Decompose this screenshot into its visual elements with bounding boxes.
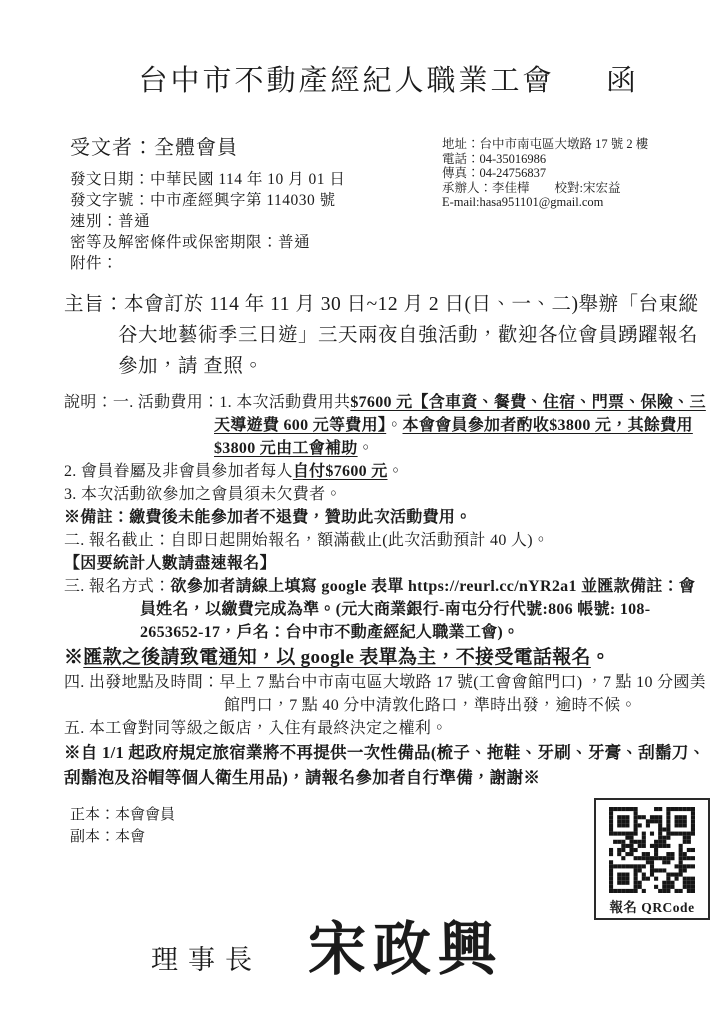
handler-line: 承辦人：李佳樺 校對:宋宏益 <box>442 180 621 195</box>
amenity-note: ※自 1/1 起政府規定旅宿業將不再提供一次性備品(梳子、拖鞋、牙刷、牙膏、刮鬍刀、刮鬍泡及浴帽等個人衛生用品)，請報名參加者自行準備，謝謝※ <box>64 743 706 787</box>
hurry-note: 【因要統計人數請盡速報名】 <box>64 555 276 572</box>
explanation-item1-2: 2. 會員眷屬及非會員參加者每人自付$7600 元。 <box>64 463 404 480</box>
qr-label: 報名 QRCode <box>609 900 695 915</box>
confidentiality-line: 密等及解密條件或保密期限：普通 <box>70 234 311 251</box>
attachment-line: 附件： <box>70 255 119 272</box>
item1-label: 一. 活動費用： <box>112 394 220 411</box>
item3-label: 三. 報名方式： <box>64 578 171 595</box>
explanation-section <box>64 391 710 790</box>
explanation-label: 說明： <box>64 394 113 411</box>
speed-class-line: 速別：普通 <box>70 213 151 230</box>
explanation-item3 <box>64 575 710 644</box>
meta-block <box>70 169 345 274</box>
explanation-item5: 五. 本工會對同等級之飯店，入住有最終決定之權利。 <box>64 720 448 737</box>
signature-block <box>64 902 590 986</box>
explanation-item1: 說明：一. 活動費用：1. 本次活動費用共$7600 元【含車資、餐費、住宿、門票、保險、三天導遊費 600 元等費用】。本會會員參加者酌收$3800 元，其餘費用$3800 元由工會補助。 <box>64 394 706 457</box>
fee-highlight-total: $7600 元【含車資、餐費、住宿、門票、保險、三天導遊費 600 元等費用】 <box>214 394 706 434</box>
chairman-title: 理事長 <box>150 945 262 975</box>
registration-qr-box <box>594 798 710 920</box>
recipient-meta-block <box>70 135 345 274</box>
explanation-item2: 二. 報名截止：自即日起開始報名，額滿截止(此次活動預計 40 人)。 <box>64 532 550 549</box>
email-line: E-mail:hasa951101@gmail.com <box>442 195 604 209</box>
letter-header <box>64 135 710 274</box>
subject-paragraph <box>64 289 710 382</box>
doc-type: 函 <box>606 65 636 97</box>
fee-highlight-member: 本會會員參加者酌收$3800 元，其餘費用$3800 元由工會補助 <box>214 417 693 457</box>
recipient-line: 受文者：全體會員 <box>70 137 238 159</box>
subject-label: 主旨： <box>64 294 125 315</box>
contact-block <box>442 137 710 274</box>
phone-line: 電話：04-35016986 <box>442 151 547 166</box>
fee-highlight-nonmember: 自付$7600 元 <box>292 463 388 480</box>
registration-method-text: 欲參加者請線上填寫 google 表單 https://reurl.cc/nYR2a1 並匯款備註：會員姓名，以繳費完成為準。(元大商業銀行-南屯分行代號:806 帳號: 108-2653652-17，戶名：台中市不動產經紀人職業工會)。 <box>140 578 696 641</box>
original-copy-line: 正本：本會會員 <box>70 807 176 823</box>
subject-text: 本會訂於 114 年 11 月 30 日~12 月 2 日(日、一、二)舉辦「台東縱谷大地藝術季三日遊」三天兩夜自強活動，歡迎各位會員踴躍報名參加，請 查照。 <box>118 294 699 377</box>
explanation-item4: 四. 出發地點及時間：早上 7 點台中市南屯區大墩路 17 號(工會會館門口) ，7 點 10 分國美館門口，7 點 40 分中清敦化路口，準時出發，逾時不候。 <box>64 674 706 714</box>
fax-line: 傳真：04-24756837 <box>442 166 547 180</box>
issue-date-line: 發文日期：中華民國 114 年 10 月 01 日 <box>70 171 346 188</box>
qr-code-icon <box>609 807 695 893</box>
remittance-note: ※匯款之後請致電通知，以 google 表單為主，不接受電話報名。 <box>64 647 611 668</box>
org-name: 台中市不動產經紀人職業工會 <box>138 65 555 97</box>
duplicate-copy-line: 副本：本會 <box>70 829 146 845</box>
chairman-name: 宋政興 <box>307 917 503 982</box>
explanation-item1-3: 3. 本次活動欲參加之會員須未欠費者。 <box>64 486 342 503</box>
doc-number-line: 發文字號：中市產經興字第 114030 號 <box>70 192 336 209</box>
refund-note: ※備註：繳費後未能參加者不退費，贊助此次活動費用。 <box>64 509 472 526</box>
address-line: 地址：台中市南屯區大墩路 17 號 2 樓 <box>442 137 649 151</box>
document-title <box>64 0 710 99</box>
